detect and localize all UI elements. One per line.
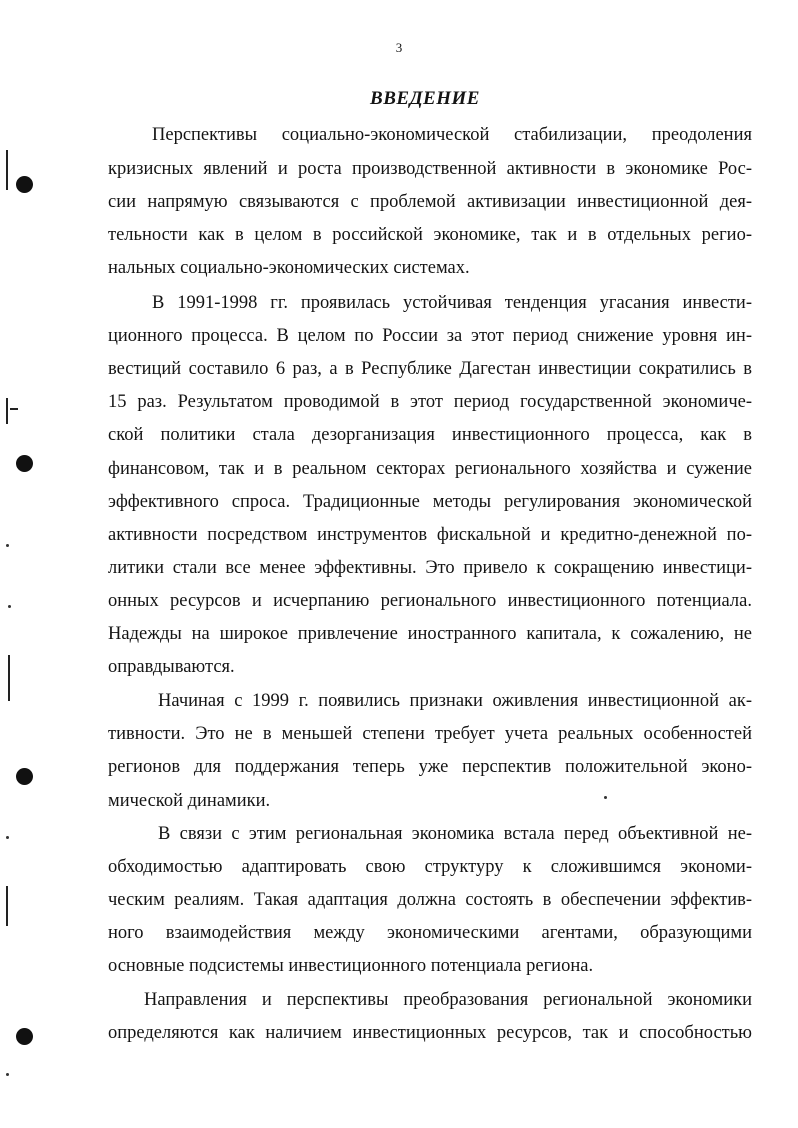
text-line: ного взаимодействия между экономическими агентами, образующими — [108, 923, 752, 943]
text-line: активности посредством инструментов фискальной и кредитно-денежной по- — [108, 525, 752, 545]
text-line: обходимостью адаптировать свою структуру к сложившимся экономи- — [108, 857, 752, 877]
text-line: определяются как наличием инвестиционных ресурсов, так и способностью — [108, 1023, 752, 1043]
text-line: оправдываются. — [108, 657, 235, 677]
page-number: 3 — [395, 40, 403, 55]
text-line: В 1991-1998 гг. проявилась устойчивая тенденция угасания инвести- — [152, 293, 752, 313]
text-line: основные подсистемы инвестиционного потенциала региона. — [108, 956, 594, 976]
page-title: ВВЕДЕНИЕ — [370, 88, 480, 109]
binder-hole-1 — [16, 176, 33, 193]
text-line: нальных социально-экономических системах. — [108, 258, 470, 278]
binder-hole-4 — [16, 1028, 33, 1045]
text-line: кризисных явлений и роста производственной активности в экономике Рос- — [108, 159, 752, 179]
scan-speck — [604, 796, 607, 799]
text-line: онных ресурсов и исчерпанию регионального инвестиционного потенциала. — [108, 591, 752, 611]
scan-speck — [6, 836, 9, 839]
text-line: эффективного спроса. Традиционные методы регулирования экономической — [108, 492, 752, 512]
text-line: вестиций составило 6 раз, а в Республике Дагестан инвестиции сократились в — [108, 359, 752, 379]
text-line: сии напрямую связываются с проблемой активизации инвестиционной дея- — [108, 192, 752, 212]
scan-mark — [6, 398, 8, 424]
text-line: тивности. Это не в меньшей степени требует учета реальных особенностей — [108, 724, 752, 744]
binder-hole-2 — [16, 455, 33, 472]
text-line: Перспективы социально-экономической стабилизации, преодоления — [152, 125, 752, 145]
scan-mark — [10, 408, 18, 410]
scan-speck — [8, 605, 11, 608]
scan-mark — [6, 886, 8, 926]
text-line: ционного процесса. В целом по России за этот период снижение уровня ин- — [108, 326, 752, 346]
text-line: финансовом, так и в реальном секторах регионального хозяйства и сужение — [108, 459, 752, 479]
text-line: Надежды на широкое привлечение иностранного капитала, к сожалению, не — [108, 624, 752, 644]
binder-hole-3 — [16, 768, 33, 785]
text-line: В связи с этим региональная экономика встала перед объективной не- — [158, 824, 752, 844]
text-line: тельности как в целом в российской экономике, так и в отдельных регио- — [108, 225, 752, 245]
text-line: ческим реалиям. Такая адаптация должна состоять в обеспечении эффектив- — [108, 890, 752, 910]
scan-speck — [6, 544, 9, 547]
text-line: ской политики стала дезорганизация инвестиционного процесса, как в — [108, 425, 752, 445]
scan-mark — [8, 655, 10, 701]
scan-mark — [6, 150, 8, 190]
text-line: Направления и перспективы преобразования региональной экономики — [144, 990, 752, 1010]
text-line: литики стали все менее эффективны. Это привело к сокращению инвестици- — [108, 558, 752, 578]
scan-speck — [6, 1073, 9, 1076]
text-line: 15 раз. Результатом проводимой в этот период государственной экономиче- — [108, 392, 752, 412]
text-line: регионов для поддержания теперь уже перспектив положительной эконо- — [108, 757, 752, 777]
text-line: Начиная с 1999 г. появились признаки оживления инвестиционной ак- — [158, 691, 752, 711]
text-line: мической динамики. — [108, 791, 271, 811]
